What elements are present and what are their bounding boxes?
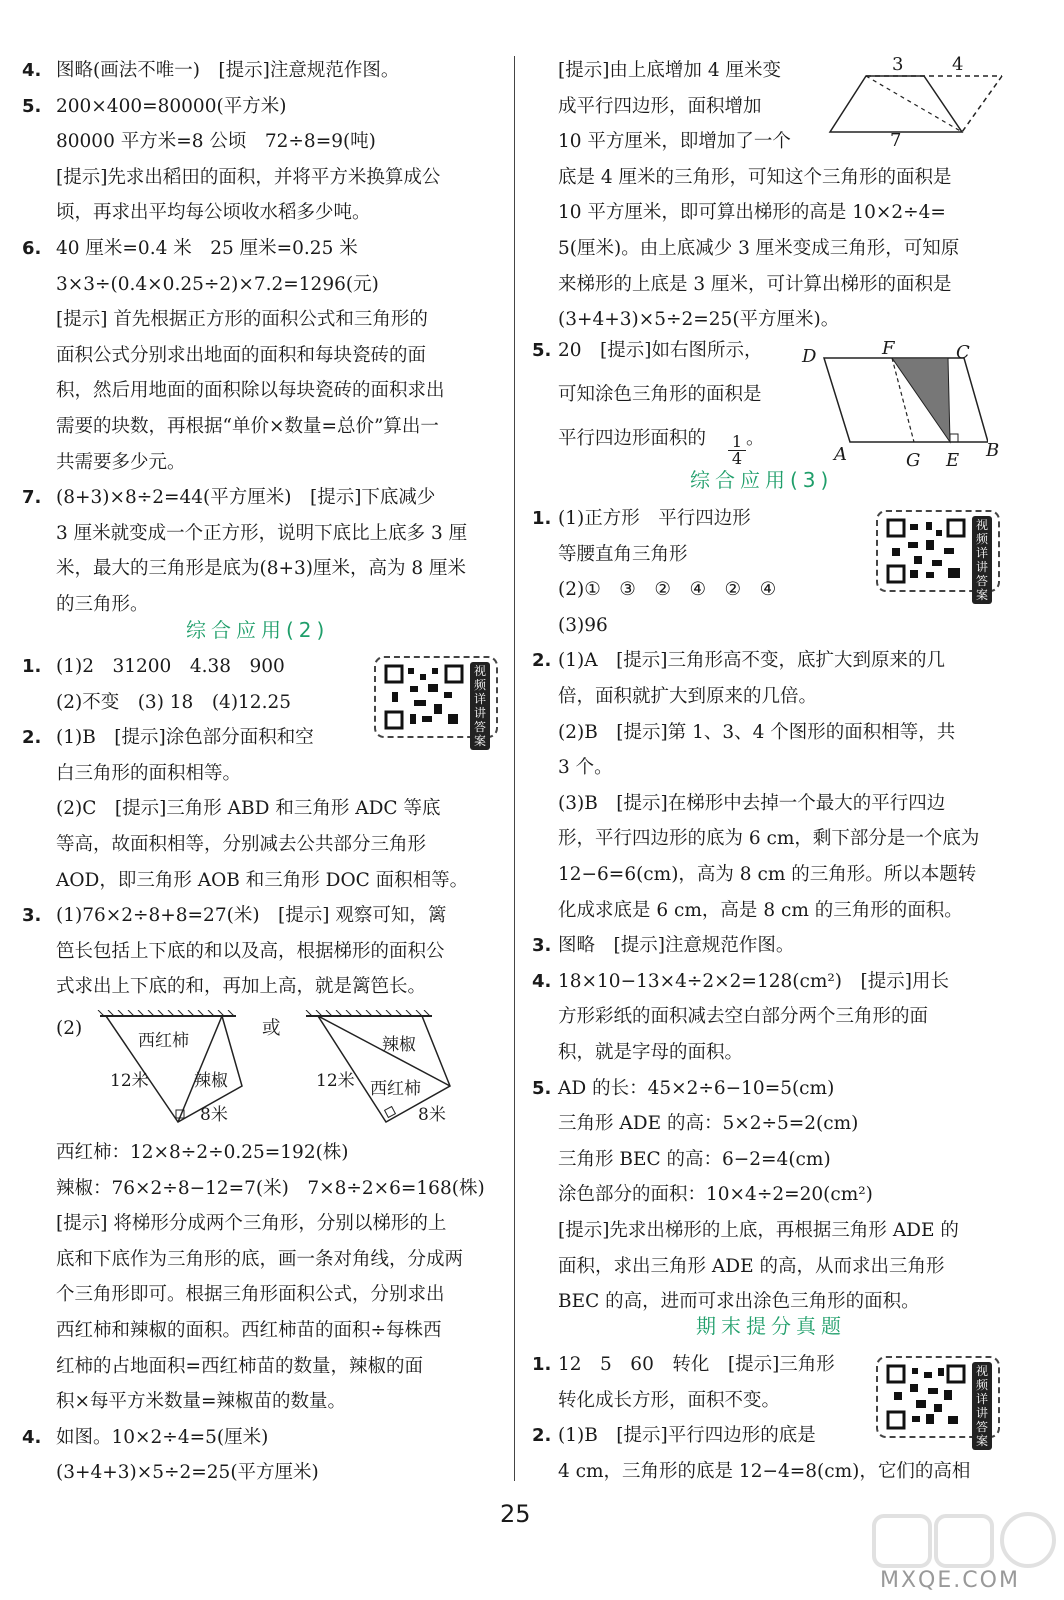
answer-line: (1)2 31200 4.38 900 [56, 656, 285, 677]
answer-line: [提示]由上底增加 4 厘米变 [558, 60, 781, 81]
question-number: 4. [532, 970, 552, 992]
question-number: 3. [22, 905, 42, 927]
answer-line: 涂色部分的面积：10×4÷2=20(cm²) [558, 1184, 873, 1206]
answer-line: 3 厘米就变成一个正方形，说明下底比上底多 3 厘 [56, 522, 468, 544]
fig-or: 或 [262, 1018, 281, 1039]
qr-code-video-answer-2[interactable] [876, 510, 1000, 602]
answer-line: 如图。10×2÷4=5(厘米) [56, 1426, 269, 1448]
qr-label: 视频详讲答案 [470, 662, 490, 750]
para-label-A: A [834, 444, 847, 465]
fig1-side-label: 12米 [110, 1071, 149, 1091]
trap-label-3: 3 [892, 54, 904, 75]
question-number: 6. [22, 238, 42, 259]
answer-line: 式求出上下底的和，再加上高，就是篱笆长。 [56, 976, 427, 998]
answer-line: 200×400=80000(平方米) [56, 95, 287, 117]
answer-line: 40 厘米=0.4 米 25 厘米=0.25 米 [56, 238, 358, 259]
answer-line: AOD，即三角形 AOB 和三角形 DOC 面积相等。 [56, 869, 469, 891]
answer-line: AD 的长：45×2÷6−10=5(cm) [558, 1077, 835, 1099]
question-number: 2. [532, 650, 552, 672]
answer-line: 三角形 BEC 的高：6−2=4(cm) [558, 1148, 831, 1170]
question-number: 5. [22, 95, 42, 117]
answer-line: 80000 平方米=8 公顷 72÷8=9(吨) [56, 131, 376, 153]
question-number: 1. [22, 656, 42, 677]
answer-line: (3)B [提示]在梯形中去掉一个最大的平行四边 [558, 792, 946, 814]
answer-line: 可知涂色三角形的面积是 [558, 384, 762, 405]
answer-line: 米，最大的三角形是底为(8+3)厘米，高为 8 厘米 [56, 558, 467, 580]
qr-icon [886, 518, 966, 584]
para-label-C: C [956, 342, 970, 363]
answer-line: 笆长包括上下底的和以及高，根据梯形的面积公 [56, 940, 445, 962]
answer-line: 方形彩纸的面积减去空白部分两个三角形的面 [558, 1006, 929, 1028]
question-number: 1. [532, 1354, 552, 1375]
question-number: 5. [532, 1077, 552, 1099]
answer-line: (1)76×2÷8+8=27(米) [提示] 观察可知，篱 [56, 905, 447, 927]
answer-line: 3×3÷(0.4×0.25÷2)×7.2=1296(元) [56, 273, 379, 295]
answer-line: [提示]先求出稻田的面积，并将平方米换算成公 [56, 166, 441, 188]
section-title-integrated-2: 综合应用(2) [186, 618, 330, 642]
fig2-bottom-label: 8米 [418, 1105, 446, 1125]
answer-line: (8+3)×8÷2=44(平方厘米) [提示]下底减少 [56, 487, 436, 509]
answer-line: BEC 的高，进而可求出涂色三角形的面积。 [558, 1291, 920, 1313]
answer-line: 积，然后用地面的面积除以每块瓷砖的面积求出 [56, 380, 445, 402]
trap-label-4: 4 [952, 54, 964, 75]
fig2-mid-label: 西红柿 [370, 1079, 421, 1099]
fig1-bottom-label: 8米 [200, 1105, 228, 1125]
left-column [0, 0, 512, 1600]
answer-line: 5(厘米)。由上底减少 3 厘米变成三角形，可知原 [558, 238, 960, 259]
section-title-integrated-3: 综合应用(3) [690, 468, 834, 492]
answer-line: 形，平行四边形的底为 6 cm，剩下部分是一个底为 [558, 828, 980, 850]
answer-line: 12−6=6(cm)，高为 8 cm 的三角形。所以本题转 [558, 864, 977, 885]
question-number: 5. [532, 340, 552, 361]
question-number: 4. [22, 60, 42, 81]
answer-line: (3+4+3)×5÷2=25(平方厘米)。 [558, 309, 840, 331]
question-number: 4. [22, 1426, 42, 1448]
answer-line: 等腰直角三角形 [558, 543, 688, 565]
question-number: 1. [532, 508, 552, 529]
answer-line: (2)B [提示]第 1、3、4 个图形的面积相等，共 [558, 721, 956, 743]
answer-line: 成平行四边形，面积增加 [558, 95, 762, 117]
para-label-E: E [946, 450, 960, 471]
para-label-F: F [882, 338, 895, 359]
answer-line: 20 [提示]如右图所示， [558, 340, 763, 361]
answer-line: (2)① ③ ② ④ ② ④ [558, 579, 777, 601]
answer-line: 白三角形的面积相等。 [56, 762, 242, 784]
answer-line: 平行四边形面积的 [558, 428, 707, 449]
para-label-B: B [986, 440, 1000, 461]
answer-line: 红柿的占地面积=西红柿苗的数量，辣椒的面 [56, 1355, 424, 1377]
answer-line: 12 5 60 转化 [提示]三角形 [558, 1354, 835, 1375]
question-number: 3. [532, 935, 552, 957]
question-number: 7. [22, 487, 42, 509]
answer-line: 积，就是字母的面积。 [558, 1042, 744, 1063]
answer-line: 个三角形即可。根据三角形面积公式，分别求出 [56, 1284, 445, 1306]
answer-line: 转化成长方形，面积不变。 [558, 1389, 781, 1411]
answer-line: (3)96 [558, 614, 608, 636]
para-label-D: D [802, 346, 817, 367]
answer-line: 图略(画法不唯一) [提示]注意规范作图。 [56, 60, 400, 81]
answer-line: 10 平方厘米，即增加了一个 [558, 131, 791, 153]
qr-label: 视频详讲答案 [972, 1362, 992, 1450]
answer-line: [提示] 将梯形分成两个三角形，分别以梯形的上 [56, 1213, 447, 1235]
answer-line: 西红柿：12×8÷2÷0.25=192(株) [56, 1142, 349, 1163]
qr-label: 视频详讲答案 [972, 516, 992, 604]
answer-line: 4 cm，三角形的底是 12−4=8(cm)，它们的高相 [558, 1460, 971, 1482]
question-number: 2. [22, 727, 42, 749]
answer-line: [提示] 首先根据正方形的面积公式和三角形的 [56, 309, 428, 331]
answer-line: 积×每平方米数量=辣椒苗的数量。 [56, 1391, 347, 1413]
answer-line: 共需要多少元。 [56, 451, 186, 473]
column-divider [514, 56, 515, 1481]
fig1-top-label: 西红柿 [138, 1031, 189, 1051]
answer-line: 的三角形。 [56, 594, 149, 615]
answer-line: (1)B [提示]平行四边形的底是 [558, 1425, 816, 1447]
answer-line: [提示]先求出梯形的上底，再根据三角形 ADE 的 [558, 1220, 959, 1241]
trapezoid-figure [824, 60, 1004, 150]
trap-label-7: 7 [890, 130, 902, 151]
qr-code-video-answer-3[interactable] [876, 1356, 1000, 1448]
answer-line: 顷，再求出平均每公顷收水稻多少吨。 [56, 202, 371, 224]
page-number: 25 [500, 1500, 531, 1528]
answer-line: (2)不变 (3) 18 (4)12.25 [56, 691, 291, 713]
fig1-right-label: 辣椒 [194, 1071, 228, 1091]
answer-line: (1)B [提示]涂色部分面积和空 [56, 727, 314, 749]
fig2-side-label: 12米 [316, 1071, 355, 1091]
watermark-text: MXQE.COM [880, 1568, 1020, 1593]
answer-line: 来梯形的上底是 3 厘米，可计算出梯形的面积是 [558, 273, 952, 295]
answer-line: 化成求底是 6 cm，高是 8 cm 的三角形的面积。 [558, 899, 963, 921]
answer-line: 底是 4 厘米的三角形，可知这个三角形的面积是 [558, 166, 952, 188]
answer-line: 图略 [提示]注意规范作图。 [558, 935, 795, 957]
fraction-tail: 。 [746, 428, 765, 449]
answer-line: 西红柿和辣椒的面积。西红柿苗的面积÷每株西 [56, 1320, 442, 1341]
fig2-top-label: 辣椒 [382, 1035, 416, 1055]
section-title-final-exam: 期末提分真题 [696, 1314, 846, 1338]
answer-line: 倍，面积就扩大到原来的几倍。 [558, 686, 818, 707]
answer-line: 底和下底作为三角形的底，画一条对角线，分成两 [56, 1248, 464, 1270]
fraction-denominator: 4 [731, 449, 743, 468]
question-number: 2. [532, 1425, 552, 1447]
answer-line: (3+4+3)×5÷2=25(平方厘米) [56, 1462, 319, 1484]
answer-line: 3 个。 [558, 757, 613, 779]
fraction-numerator: 1 [731, 432, 743, 451]
qr-icon [886, 1364, 966, 1430]
answer-line: 等高，故面积相等，分别减去公共部分三角形 [56, 834, 427, 855]
qr-icon [384, 664, 464, 730]
answer-line: 辣椒：76×2÷8−12=7(米) 7×8÷2×6=168(株) [56, 1177, 485, 1199]
fraction-one-quarter [728, 434, 746, 467]
answer-line: 面积公式分别求出地面的面积和每块瓷砖的面 [56, 344, 427, 366]
answer-line: 三角形 ADE 的高：5×2÷5=2(cm) [558, 1113, 859, 1135]
qr-code-video-answer-1[interactable] [374, 656, 498, 748]
answer-line: (1)正方形 平行四边形 [558, 508, 751, 529]
answer-line: 18×10−13×4÷2×2=128(cm²) [提示]用长 [558, 970, 949, 992]
fig-part-label: (2) [56, 1018, 83, 1039]
para-label-G: G [906, 450, 921, 471]
answer-line: 需要的块数，再根据“单价×数量=总价”算出一 [56, 416, 439, 437]
answer-line: (1)A [提示]三角形高不变，底扩大到原来的几 [558, 650, 946, 672]
answer-line: 10 平方厘米，即可算出梯形的高是 10×2÷4= [558, 202, 946, 224]
answer-line: (2)C [提示]三角形 ABD 和三角形 ADC 等底 [56, 798, 441, 820]
answer-line: 面积，求出三角形 ADE 的高，从而求出三角形 [558, 1255, 945, 1277]
